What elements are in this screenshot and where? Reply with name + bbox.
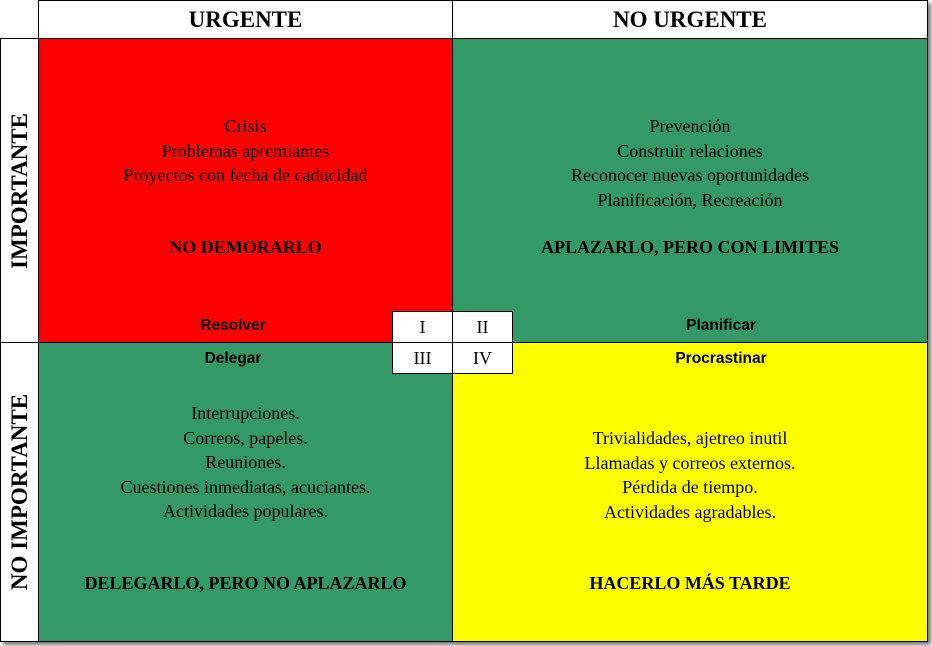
list-item: Correos, papeles. <box>183 427 308 448</box>
quadrant-1 <box>38 38 453 343</box>
quadrant-2-items <box>453 114 927 212</box>
row-label-not-important: NO IMPORTANTE <box>6 393 32 591</box>
list-item: Actividades populares. <box>163 501 328 521</box>
quadrant-1-number: I <box>392 311 453 343</box>
list-item: Cuestiones inmediatas, acuciantes. <box>120 476 371 497</box>
corner-cell <box>0 0 39 39</box>
list-item: Llamadas y correos externos. <box>584 452 796 473</box>
quadrant-4-action: HACERLO MÁS TARDE <box>589 573 791 593</box>
quadrant-1-items <box>39 114 452 188</box>
row-header-important <box>0 38 39 343</box>
quadrant-4 <box>452 342 928 642</box>
list-item: Prevención <box>649 116 731 136</box>
quadrant-3-number: III <box>392 342 453 374</box>
list-item: Proyectos con fecha de caducidad <box>123 165 368 185</box>
quadrant-1-action: NO DEMORARLO <box>169 237 322 257</box>
list-item: Planificación, Recreación <box>597 189 783 210</box>
row-label-important: IMPORTANTE <box>6 112 32 269</box>
quadrant-3-verb: Delegar <box>204 350 262 367</box>
quadrant-3 <box>38 342 453 642</box>
list-item: Problemas apremiantes <box>161 140 330 161</box>
quadrant-4-number: IV <box>452 342 513 374</box>
quadrant-3-items <box>39 401 452 524</box>
quadrant-2-verb: Planificar <box>686 317 756 334</box>
quadrant-4-verb: Procrastinar <box>675 350 767 367</box>
header-not-urgent: NO URGENTE <box>452 0 928 39</box>
list-item: Reconocer nuevas oportunidades <box>571 165 809 185</box>
list-item: Reuniones. <box>205 452 286 472</box>
list-item: Interrupciones. <box>191 403 300 423</box>
quadrant-4-items <box>453 426 927 524</box>
list-item: Trivialidades, ajetreo inutil <box>592 428 788 448</box>
quadrant-2-number: II <box>452 311 513 343</box>
list-item: Pérdida de tiempo. <box>622 477 758 497</box>
list-item: Actividades agradables. <box>604 501 776 522</box>
row-header-not-important <box>0 342 39 642</box>
quadrant-1-verb: Resolver <box>200 317 266 334</box>
quadrant-2 <box>452 38 928 343</box>
header-urgent: URGENTE <box>38 0 453 39</box>
list-item: Construir relaciones <box>617 140 763 161</box>
quadrant-2-action: APLAZARLO, PERO CON LIMITES <box>540 237 840 257</box>
quadrant-3-action: DELEGARLO, PERO NO APLAZARLO <box>84 573 407 593</box>
list-item: Crisis <box>224 116 267 136</box>
